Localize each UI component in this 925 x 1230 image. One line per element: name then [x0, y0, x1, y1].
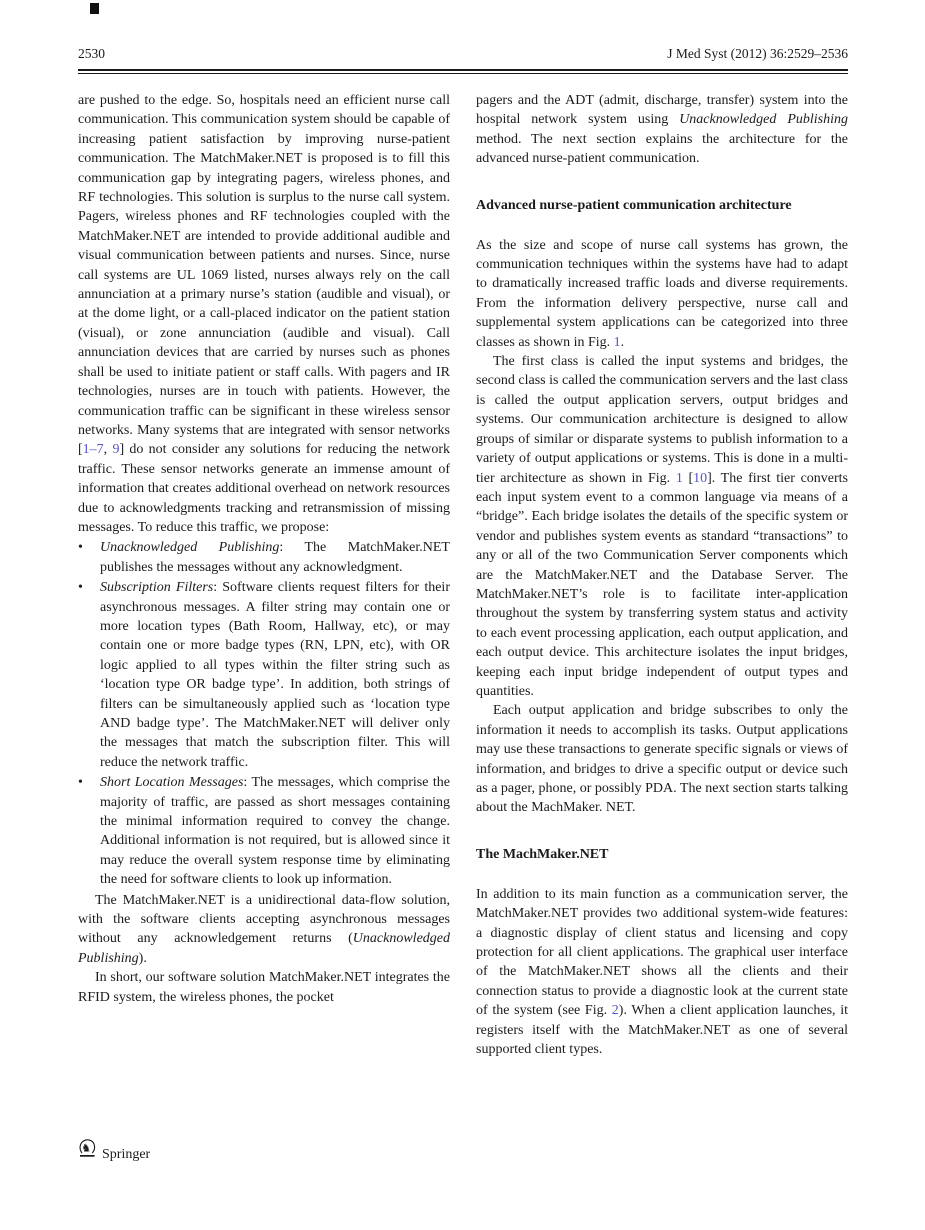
bullet-text: [100, 578, 450, 772]
italic-text: Unacknowledged Publishing: [100, 540, 280, 556]
paragraph: [476, 885, 848, 1060]
text-run: As the size and scope of nurse call systems has grown, the communication techniques within the systems have had to adapt to dramatically increased traffic loads and diverse requirements. From the information delivery perspective, nurse call and supplemental system applications can be categorized into three classes as shown in Fig.: [476, 237, 848, 350]
text-run: : The messages, which comprise the majority of traffic, are passed as short messages containing the minimal information required to convey the change. Additional information is not required, but is allowed since it may reduce the overall system response time by eliminating the need for software clients to look up information.: [100, 775, 450, 888]
bullet-item: [78, 538, 450, 577]
journal-reference: J Med Syst (2012) 36:2529–2536: [667, 46, 848, 61]
italic-text: Unacknowledged Publishing: [679, 112, 848, 128]
left-column: [78, 91, 450, 1059]
publisher-label: Springer: [102, 1147, 151, 1162]
header-rule: [78, 69, 848, 74]
citation-link[interactable]: 1–7: [82, 442, 104, 458]
text-run: ] do not consider any solutions for reducing the network traffic. These sensor networks generate an immense amount of information that creates additional overhead on network resources due to acknowledgments tracking and retransmission of missing messages. To reduce this traffic, we propose:: [78, 442, 450, 535]
text-run: [: [682, 470, 694, 486]
text-run: The first class is called the input systems and bridges, the second class is called the communication servers and the last class is called the output application servers, output bridges and systems. Our communication architecture is designed to allow groups of similar or disparate systems to publish information to a variety of output applications or systems. This is done in a multi-tier architecture as shown in Fig.: [476, 354, 848, 486]
page-footer: [78, 1138, 150, 1163]
text-run: ]. The first tier converts each input system event to a common language via means of a “bridge”. Each bridge isolates the details of the specific system or vendor and publishes system events as standard “transactions” to any or all of the two Communication Server components which are the MatchMaker.NET and the Database Server. The MatchMaker.NET’s role is to facilitate inter-application throughout the system by transferring system status and activity to each event processing application, each output application, and each output device. This architecture isolates the input bridges, keeping each input bridge independent of output types and quantities.: [476, 470, 848, 699]
scan-artifact: [90, 3, 99, 14]
text-run: method. The next section explains the architecture for the advanced nurse-patient communication.: [476, 131, 848, 167]
svg-text:♞: ♞: [81, 1141, 92, 1155]
text-run: .: [620, 334, 625, 350]
citation-link[interactable]: 9: [112, 442, 120, 458]
paragraph: [78, 968, 450, 1007]
italic-text: Subscription Filters: [100, 580, 214, 596]
paragraph: [476, 236, 848, 352]
page-content: [78, 46, 848, 1059]
bullet-item: [78, 578, 450, 772]
italic-text: Short Location Messages: [100, 775, 244, 791]
two-column-body: [78, 91, 848, 1059]
paragraph: [78, 891, 450, 969]
citation-link[interactable]: 2: [611, 1003, 619, 1019]
paragraph: [78, 91, 450, 537]
page-header: [78, 46, 848, 62]
page-number: 2530: [78, 46, 105, 61]
bullet-marker-icon: •: [78, 580, 83, 596]
text-run: ).: [138, 950, 147, 966]
paragraph: [476, 352, 848, 701]
text-run: are pushed to the edge. So, hospitals need an efficient nurse call communication. This communication system should be capable of increasing patient satisfaction by improving nurse-patient communication. The MatchMaker.NET is proposed is to fill this communication gap by integrating pagers, wireless phones, and RF technologies. This solution is surplus to the nurse call system. Pagers, wireless phones and RF technologies coupled with the MatchMaker.NET are intended to provide additional audible and visual communication between patients and nurses. Since, nurse call systems are UL 1069 listed, nurses always rely on the call annunciation at a primary nurse’s station (audible and visual), or at the dome light, or a call-placed indicator on the patient station (visual), or zone annunciation (audible and visual). Call annunciation devices that are carried by nurses such as phones shall be used to initiate patient or staff calls. With pagers and IR technologies, nurses are in touch with patients. However, the communication traffic can be significant in these wireless sensor networks. Many systems that are integrated with sensor networks [: [78, 93, 450, 458]
citation-link[interactable]: 1: [675, 470, 683, 486]
springer-logo-icon: [78, 1138, 96, 1163]
text-run: : The MatchMaker.NET publishes the messages without any acknowledgment.: [100, 540, 450, 575]
text-run: : Software clients request filters for their asynchronous messages. A filter string may contain one or more location types (Bath Room, Hallway, etc), or may contain one or more badge types (RN, LPN, etc), with OR logic applied to all types within the filter string such as ‘location type OR badge type’. In addition, both strings of filters can be simultaneously applied such as ‘location type AND badge type’. The MatchMaker.NET will deliver only the messages that match the subscription filter. This will reduce the network traffic.: [100, 580, 450, 770]
text-run: pagers and the ADT (admit, discharge, transfer) system into the hospital network system using: [476, 93, 848, 128]
text-run: ,: [103, 442, 113, 458]
italic-text: Unacknowledged Publishing: [78, 931, 450, 966]
paragraph: [476, 91, 848, 169]
bullet-text: [100, 538, 450, 577]
paragraph: [476, 701, 848, 817]
text-run: In addition to its main function as a communication server, the MatchMaker.NET provides two additional system-wide features: a diagnostic display of client status and licensing and copy protection for all client applications. The graphical user interface of the MatchMaker.NET shows all the clients and their connection status to provide a diagnostic look at the current state of the system (see Fig.: [476, 886, 848, 1019]
section-heading: The MachMaker.NET: [476, 846, 609, 862]
citation-link[interactable]: 1: [613, 334, 621, 350]
bullet-marker-icon: •: [78, 775, 83, 791]
right-column: [476, 91, 848, 1059]
text-run: Each output application and bridge subscribes to only the information it needs to accomplish its tasks. Output applications may use these transactions to generate specific signals or views of information, and bridges to drive a specific output or device such as a pager, phone, or possibly PDA. The next section starts talking about the MachMaker. NET.: [476, 703, 848, 816]
bullet-item: [78, 773, 450, 889]
bullet-text: [100, 773, 450, 889]
text-run: The MatchMaker.NET is a unidirectional data-flow solution, with the software clients accepting asynchronous messages without any acknowledgement returns (: [78, 892, 450, 947]
section-heading: Advanced nurse-patient communication architecture: [476, 197, 792, 213]
text-run: ). When a client application launches, it registers itself with the MatchMaker.NET as one of several supported client types.: [476, 1003, 849, 1058]
text-run: In short, our software solution MatchMaker.NET integrates the RFID system, the wireless phones, the pocket: [78, 970, 450, 1005]
bullet-marker-icon: •: [78, 540, 83, 556]
citation-link[interactable]: 10: [693, 470, 708, 486]
